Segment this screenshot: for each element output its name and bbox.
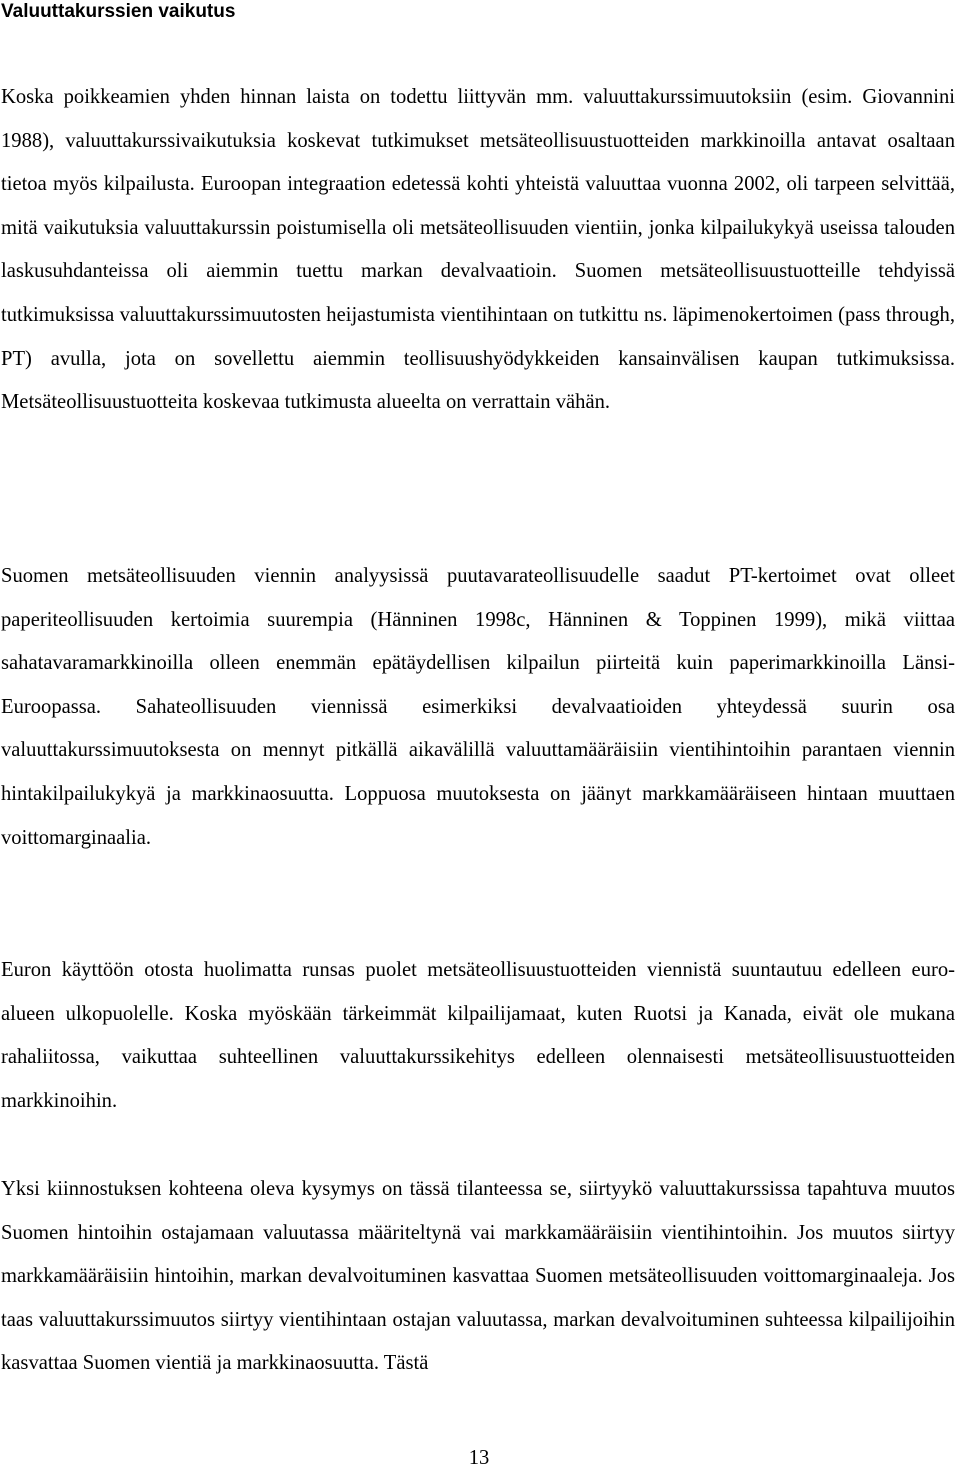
page-number: 13 [468,1447,490,1469]
paragraph-euro-adoption: Euron käyttöön otosta huolimatta runsas puolet metsäteollisuustuotteiden viennistä suuntautuu edelleen euro-alueen ulkopuolelle. Koska myöskään tärkeimmät kilpailijamaat, kuten Ruotsi ja Kanada, eivät ole mukana rahaliitossa, vaikuttaa suhteellinen valuuttakurssikehitys edelleen olennaisesti metsäteollisuustuotteiden markkinoihin. [1,959,955,1112]
paragraph-exchange-rate-intro: Koska poikkeamien yhden hinnan laista on todettu liittyvän mm. valuuttakurssimuutoksiin (esim. Giovannini 1988), valuuttakurssivaikutuksia koskevat tutkimukset metsäteollisuustuotteiden markkinoilla antavat osaltaan tietoa myös kilpailusta. Euroopan integraation edetessä kohti yhteistä valuuttaa vuonna 2002, oli tarpeen selvittää, mitä vaikutuksia valuuttakurssin poistumisella oli metsäteollisuuden vientiin, jonka kilpailukykyä useissa talouden laskusuhdanteissa oli aiemmin tuettu markan devalvaatioin. Suomen metsäteollisuustuotteille tehdyissä tutkimuksissa valuuttakurssimuutosten heijastumista vientihintaan on tutkittu ns. läpimenokertoimen (pass through, PT) avulla, jota on sovellettu aiemmin teollisuushyödykkeiden kansainvälisen kaupan tutkimuksissa. Metsäteollisuustuotteita koskevaa tutkimusta alueelta on verrattain vähän. [1,86,955,414]
paragraph-pt-coefficients: Suomen metsäteollisuuden viennin analyysissä puutavarateollisuudelle saadut PT-kertoimet ovat olleet paperiteollisuuden kertoimia suurempia (Hänninen 1998c, Hänninen & Toppinen 1999), mikä viittaa sahatavaramarkkinoilla olleen enemmän epätäydellisen kilpailun piirteitä kuin paperimarkkinoilla Länsi-Euroopassa. Sahateollisuuden viennissä esimerkiksi devalvaatioiden yhteydessä suurin osa valuuttakurssimuutoksesta on mennyt pitkällä aikavälillä valuuttamääräisiin vientihintoihin parantaen viennin hintakilpailukykyä ja markkinaosuutta. Loppuosa muutoksesta on jäänyt markkamääräiseen hintaan muuttaen voittomarginaalia. [1,565,955,849]
section-heading: Valuuttakurssien vaikutus [1,1,236,22]
paragraph-research-question: Yksi kiinnostuksen kohteena oleva kysymys on tässä tilanteessa se, siirtyykö valuuttakurssissa tapahtuva muutos Suomen hintoihin ostajamaan valuutassa määriteltynä vai markkamääräisiin vientihintoihin. Jos muutos siirtyy markkamääräisiin hintoihin, markan devalvoituminen kasvattaa Suomen metsäteollisuuden voittomarginaaleja. Jos taas valuuttakurssimuutos siirtyy vientihintaan ostajan valuutassa, markan devalvoituminen suhteessa kilpailijoihin kasvattaa Suomen vientiä ja markkinaosuutta. Tästä [1,1178,955,1375]
